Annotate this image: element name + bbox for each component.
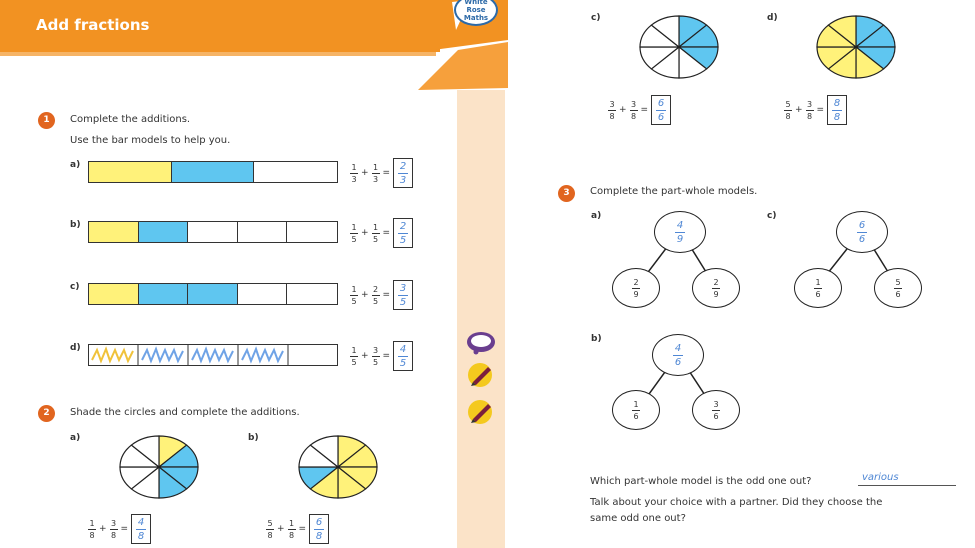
q1-a-label: a) — [70, 160, 81, 170]
whole-circle[interactable]: 4 6 — [652, 334, 704, 376]
part-circle: $\frac{5}{6}$ — [874, 268, 922, 308]
addition-equation: $\frac{1}{3}$ + $\frac{1}{3}$ = 2 3 — [350, 158, 413, 188]
talk-prompt-line2: same odd one out? — [590, 513, 686, 524]
addition-equation: $\frac{1}{8}$ + $\frac{3}{8}$ = 4 8 — [88, 514, 151, 544]
part-circle: $\frac{2}{9}$ — [692, 268, 740, 308]
q3-c-label: c) — [767, 211, 777, 221]
answer-line — [858, 485, 956, 486]
bar-model — [88, 161, 338, 183]
pencil-icon — [466, 362, 496, 388]
answer-box[interactable]: 4 8 — [131, 514, 151, 544]
q1-hint: Use the bar models to help you. — [70, 135, 231, 146]
part-circle: $\frac{1}{6}$ — [794, 268, 842, 308]
q2-d-label: d) — [767, 13, 778, 23]
bar-model-shaded — [88, 344, 338, 366]
answer-box[interactable]: 6 6 — [651, 95, 671, 125]
q2-a-label: a) — [70, 433, 81, 443]
answer-box[interactable]: 3 5 — [393, 280, 413, 310]
part-circle: $\frac{2}{9}$ — [612, 268, 660, 308]
q1-c-label: c) — [70, 282, 80, 292]
addition-equation: $\frac{1}{5}$ + $\frac{3}{5}$ = 4 5 — [350, 341, 413, 371]
q2-b-label: b) — [248, 433, 259, 443]
q2-instruction: Shade the circles and complete the additions. — [70, 407, 300, 418]
pencil-icon — [466, 399, 496, 425]
question-number-badge: 3 — [558, 185, 575, 202]
page-title: Add fractions — [36, 16, 150, 34]
addition-equation: $\frac{5}{8}$ + $\frac{3}{8}$ = 8 8 — [784, 95, 847, 125]
question-number-badge: 1 — [38, 112, 55, 129]
circle-model — [118, 434, 200, 500]
addition-equation: $\frac{1}{5}$ + $\frac{1}{5}$ = 2 5 — [350, 218, 413, 248]
q3-a-label: a) — [591, 211, 602, 221]
q1-instruction: Complete the additions. — [70, 114, 191, 125]
answer-box[interactable]: 8 8 — [827, 95, 847, 125]
answer-box[interactable]: 2 5 — [393, 218, 413, 248]
white-rose-logo: White Rose Maths — [454, 0, 498, 26]
part-circle: $\frac{1}{6}$ — [612, 390, 660, 430]
whole-circle[interactable]: 4 9 — [654, 211, 706, 253]
bar-model — [88, 221, 338, 243]
q3-instruction: Complete the part-whole models. — [590, 186, 758, 197]
q1-d-label: d) — [70, 343, 81, 353]
bar-model — [88, 283, 338, 305]
part-circle: $\frac{3}{6}$ — [692, 390, 740, 430]
page-gutter — [457, 90, 505, 548]
talk-prompt-line1: Talk about your choice with a partner. Did they choose the — [590, 497, 883, 508]
addition-equation: $\frac{3}{8}$ + $\frac{3}{8}$ = 6 6 — [608, 95, 671, 125]
q1-b-label: b) — [70, 220, 81, 230]
circle-model — [815, 14, 897, 80]
addition-equation: $\frac{5}{8}$ + $\frac{1}{8}$ = 6 8 — [266, 514, 329, 544]
header-strip — [0, 52, 436, 56]
q2-c-label: c) — [591, 13, 601, 23]
odd-one-out-question: Which part-whole model is the odd one out? — [590, 476, 812, 487]
addition-equation: $\frac{1}{5}$ + $\frac{2}{5}$ = 3 5 — [350, 280, 413, 310]
circle-model — [297, 434, 379, 500]
thinking-cloud-icon — [466, 330, 496, 356]
circle-model — [638, 14, 720, 80]
question-number-badge: 2 — [38, 405, 55, 422]
answer-box[interactable]: 4 5 — [393, 341, 413, 371]
q3-b-label: b) — [591, 334, 602, 344]
whole-circle[interactable]: 6 6 — [836, 211, 888, 253]
answer-box[interactable]: 2 3 — [393, 158, 413, 188]
odd-one-out-answer[interactable]: various — [862, 472, 899, 483]
answer-box[interactable]: 6 8 — [309, 514, 329, 544]
